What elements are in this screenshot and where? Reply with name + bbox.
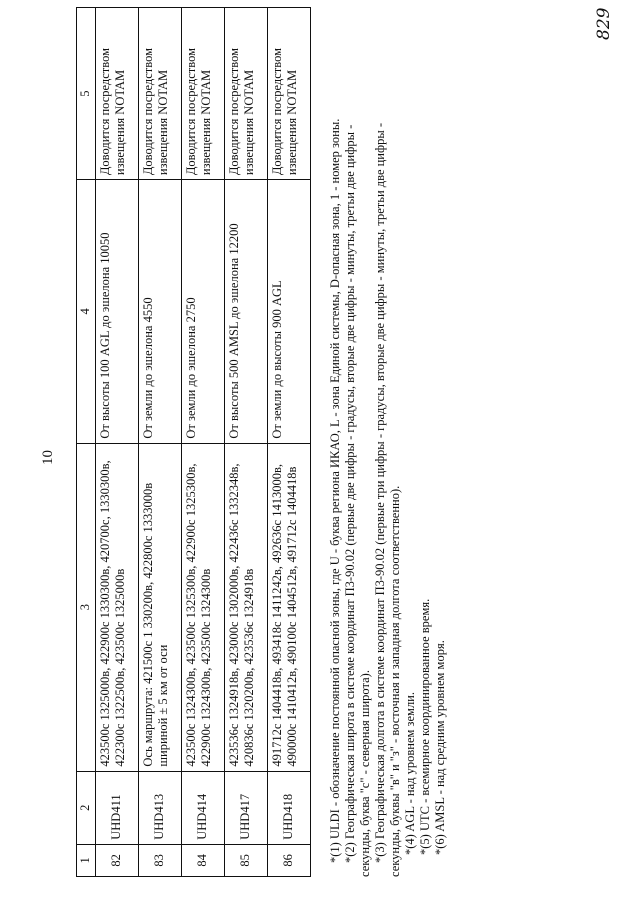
footnote: *(1) ULDI - обозначение постоянной опасной зоны, где U - буква региона ИКАО, L - зона Единой системы, D-опасная зона, 1 - номер зоны. (328, 118, 342, 863)
handwritten-page-mark (594, 8, 614, 40)
row-number: 85 (224, 844, 267, 876)
zone-coordinates: Ось маршрута: 421500с 1 330200в, 422800с 1333000в шириной ± 5 км от оси (138, 443, 181, 771)
zone-height-limits: От земли до эшелона 2750 (181, 180, 224, 443)
zone-height-limits: От земли до эшелона 4550 (138, 180, 181, 443)
footnote: *(5) UTC - всемирное координированное время. (418, 598, 432, 855)
column-header: 5 (77, 8, 96, 180)
zone-code: UHD417 (224, 771, 267, 844)
zone-notice: Доводится посредством извещения NOTAM (224, 8, 267, 180)
zone-height-limits: От земли до высоты 900 AGL (267, 180, 310, 443)
column-header: 4 (77, 180, 96, 443)
row-number: 86 (267, 844, 310, 876)
zone-notice: Доводится посредством извещения NOTAM (267, 8, 310, 180)
row-number: 83 (138, 844, 181, 876)
zone-code: UHD413 (138, 771, 181, 844)
zone-code: UHD418 (267, 771, 310, 844)
table-row (181, 8, 224, 877)
footnote: *(4) AGL - над уровнем земли. (403, 692, 417, 855)
table-row (267, 8, 310, 877)
zone-notice: Доводится посредством извещения NOTAM (138, 8, 181, 180)
table-row (224, 8, 267, 877)
footnote: *(2) Географическая широта в системе координат П3-90.02 (первые две цифры - градусы, вторые две цифры - минуты, третьи две цифры - (343, 124, 357, 863)
zone-code: UHD414 (181, 771, 224, 844)
footnote-continuation: секунды, буква "с" - северная широта). (358, 670, 372, 877)
zone-coordinates: 423536с 1324918в, 423000с 1302000в, 422436с 1332348в, 420836с 1320200в, 423536с 1324918в (224, 443, 267, 771)
column-header: 2 (77, 771, 96, 844)
footnote-continuation: секунды, буквы "в" и "з" - восточная и западная долгота соответственно). (388, 485, 402, 877)
footnote: *(6) AMSL - над средним уровнем моря. (433, 640, 447, 855)
footnotes (328, 7, 448, 877)
row-number: 82 (95, 844, 138, 876)
zone-coordinates: 491712с 1404418в, 493418с 1411242в, 492636с 1413000в, 490000с 1410412в, 490100с 1404512в, 491712с 1404418в (267, 443, 310, 771)
zone-coordinates: 423500с 1324300в, 423500с 1325300в, 422900с 1325300в, 422900с 1324300в, 423500с 1324300в (181, 443, 224, 771)
zone-height-limits: От высоты 100 AGL до эшелона 10050 (95, 180, 138, 443)
airspace-zones-table (76, 7, 311, 877)
zone-coordinates: 423500с 1325000в, 422900с 1330300в, 420700с, 1330300в, 422300с 1322500в, 423500с 1325000в (95, 443, 138, 771)
handwritten-mark-text: 829 (594, 7, 614, 40)
row-number: 84 (181, 844, 224, 876)
table-header-row (77, 8, 96, 877)
zone-notice: Доводится посредством извещения NOTAM (181, 8, 224, 180)
zone-code: UHD411 (95, 771, 138, 844)
footnote: *(3) Географическая долгота в системе координат П3-90.02 (первые три цифры - градусы, вторые две цифры - минуты, третьи две цифры - (373, 122, 387, 863)
zone-notice: Доводится посредством извещения NOTAM (95, 8, 138, 180)
zone-height-limits: От высоты 500 AMSL до эшелона 12200 (224, 180, 267, 443)
page-number: 10 (40, 450, 56, 465)
table-row (138, 8, 181, 877)
column-header: 3 (77, 443, 96, 771)
table-row (95, 8, 138, 877)
column-header: 1 (77, 844, 96, 876)
